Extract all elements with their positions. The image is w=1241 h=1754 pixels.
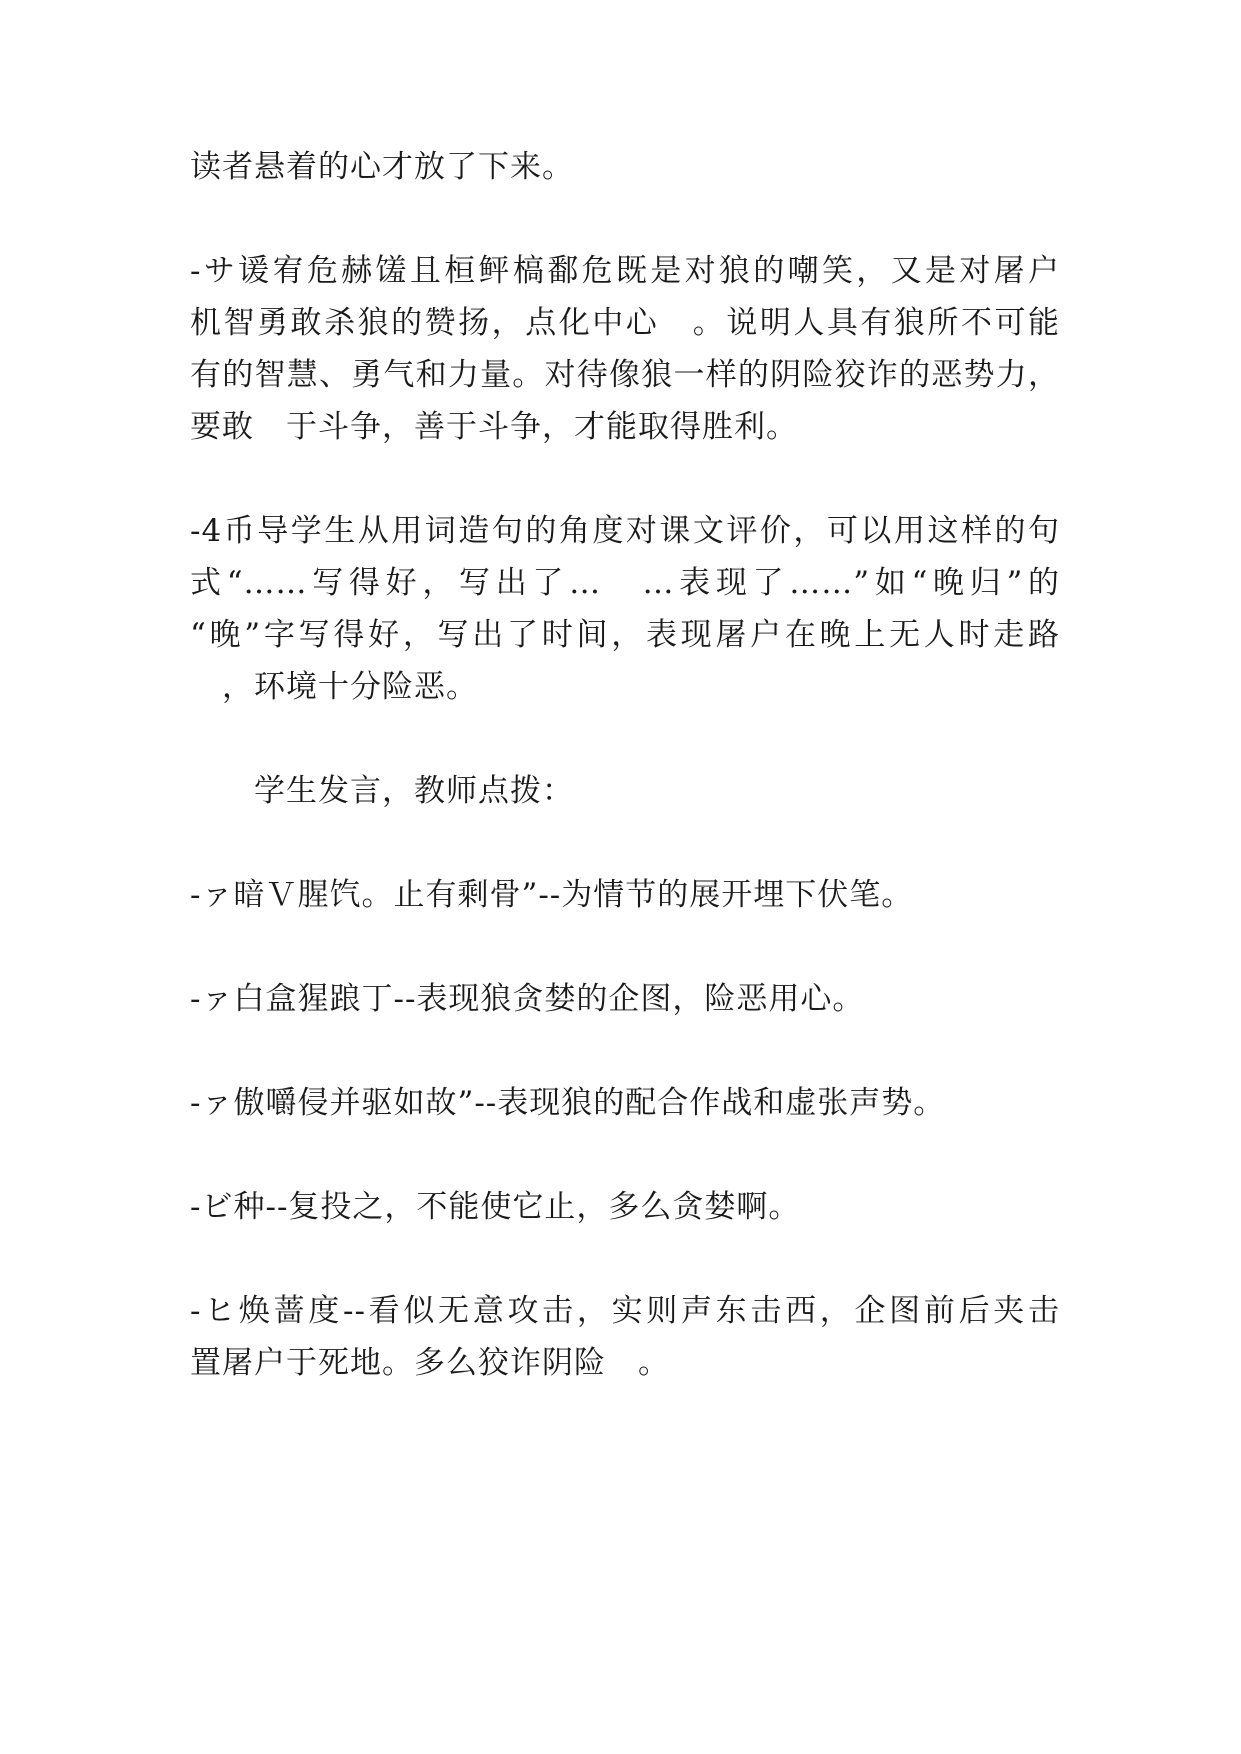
text-line: -ヒ焕蔷度--看似无意攻击，实则声东击西，企图前后夹击 bbox=[190, 1293, 1060, 1329]
text-line: 要敢 于斗争，善于斗争，才能取得胜利。 bbox=[190, 409, 798, 445]
text-line: 有的智慧、勇气和力量。对待像狼一样的阴险狡诈的恶势力， bbox=[190, 357, 1060, 393]
text-line: 式“……写得好，写出了… …表现了……”如“晚归”的 bbox=[190, 565, 1060, 601]
text-line: 学生发言，教师点拨： bbox=[190, 773, 574, 809]
text-line: -ビ种--复投之，不能使它止，多么贪婪啊。 bbox=[190, 1189, 801, 1225]
text-line: -ァ白盒猩踉丁--表现狼贪婪的企图，险恶用心。 bbox=[190, 981, 865, 1017]
text-line: “晚”字写得好，写出了时间，表现屠户在晚上无人时走路 bbox=[190, 617, 1060, 653]
text-line: ，环境十分险恶。 bbox=[190, 669, 478, 705]
text-line: 机智勇敢杀狼的赞扬，点化中心 。说明人具有狼所不可能 bbox=[190, 305, 1060, 341]
text-line: 读者悬着的心才放了下来。 bbox=[190, 149, 574, 185]
text-line: -ァ傲嚼侵并驱如故”--表现狼的配合作战和虚张声势。 bbox=[190, 1085, 946, 1121]
text-line: 置屠户于死地。多么狡诈阴险 。 bbox=[190, 1345, 670, 1381]
text-line: -サ谖宥危赫馐且桓鲆槁鄱危既是对狼的嘲笑，又是对屠户 bbox=[190, 253, 1060, 289]
text-line: -4币导学生从用词造句的角度对课文评价，可以用这样的句 bbox=[190, 513, 1060, 549]
text-line: -ァ暗Ｖ腥饩。止有剩骨”--为情节的展开埋下伏笔。 bbox=[190, 877, 914, 913]
